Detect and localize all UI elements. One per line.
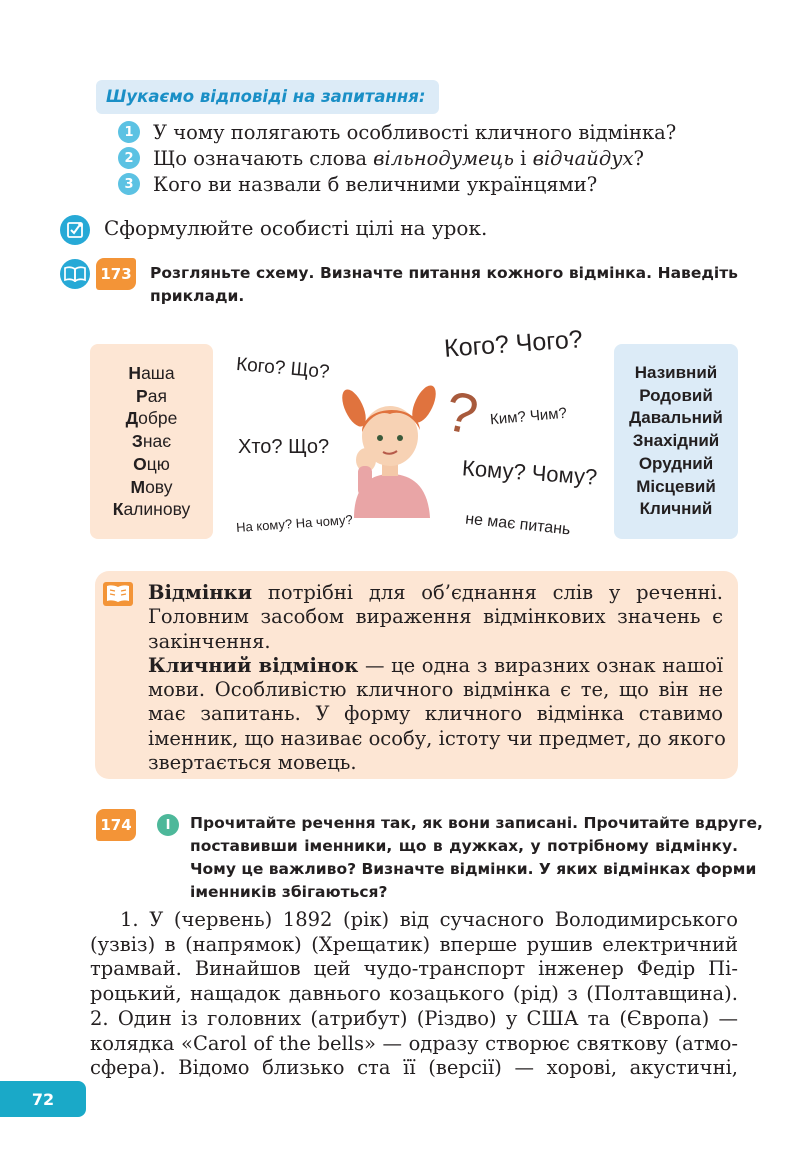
- task-173-line: приклади.: [150, 287, 245, 305]
- mnemonic-line: Знає: [131, 431, 172, 452]
- question-item: [118, 119, 758, 145]
- case-name: Знахідний: [632, 431, 720, 451]
- page-number: 72: [0, 1081, 86, 1117]
- exercise-line: трамвай. Винайшов цей чудо-транспорт інженер Федір Пі-: [90, 957, 738, 981]
- mnemonic-line: Оцю: [133, 453, 170, 474]
- case-name: Називний: [634, 363, 718, 382]
- mnemonic-line: Наша: [128, 363, 175, 383]
- rule-line: має запитань. У форму кличного відмінка ставимо: [148, 702, 723, 726]
- task-173-line: Розгляньте схему. Визначте питання кожного відмінка. Наведіть: [150, 264, 738, 282]
- question-text: Що означають слова вільнодумець і відчайдух?: [153, 146, 644, 170]
- task-number-173: 173: [96, 258, 136, 290]
- level-badge: І: [157, 814, 179, 836]
- exercise-line: сфера). Відомо близько ста її (версії) — хорові, акустичні,: [90, 1056, 738, 1080]
- cases-card: [614, 344, 738, 539]
- mnemonic-line: Рая: [136, 385, 167, 406]
- question-genitive: Кого? Чого?: [443, 325, 584, 363]
- rule-line: Головним засобом вираження відмінкових значень є: [148, 605, 723, 629]
- mnemonic-line: Добре: [125, 408, 178, 429]
- task-174-instructions: [190, 812, 763, 904]
- rule-line: закінчення.: [148, 629, 271, 653]
- question-accusative: Кого? Що?: [235, 353, 331, 384]
- task-number-174: 174: [96, 809, 136, 841]
- rule-book-icon: [102, 580, 134, 608]
- task-174-line: Чому це важливо? Визначте відмінки. У яких відмінках форми: [190, 860, 757, 878]
- rule-line: Відмінки потрібні для об’єднання слів у реченні.: [148, 581, 723, 604]
- exercise-line: 1. У (червень) 1892 (рік) від сучасного Володимирського: [120, 908, 738, 931]
- exercise-line: 2. Один із головних (атрибут) (Різдво) у США та (Європа) —: [90, 1006, 738, 1030]
- girl-illustration: [340, 378, 446, 518]
- question-number-badge: 1: [118, 121, 140, 143]
- exercise-line: роцький, нащадок давнього козацького (рід) з (Полтавщина).: [90, 982, 738, 1006]
- case-name: Родовий: [639, 385, 713, 405]
- rule-line: звертається мовець.: [148, 751, 357, 775]
- question-mark-decoration: ?: [439, 378, 484, 447]
- case-name: Давальний: [629, 408, 723, 428]
- mnemonic-line: Мову: [130, 476, 173, 497]
- exercise-text: [90, 908, 738, 1081]
- question-number-badge: 3: [118, 173, 140, 195]
- case-name: Кличний: [639, 499, 713, 519]
- case-name: Місцевий: [636, 476, 716, 496]
- case-name: Орудний: [638, 453, 714, 473]
- question-text: У чому полягають особливості кличного відмінка?: [153, 120, 677, 144]
- question-text: Кого ви назвали б величними українцями?: [153, 172, 598, 196]
- question-locative: На кому? На чому?: [235, 511, 354, 536]
- task-174-line: поставивши іменники, що в дужках, у потрібному відмінку.: [190, 837, 738, 855]
- task-174-line: іменників збігаються?: [190, 883, 388, 901]
- exercise-line: колядка «Carol of the bells» — одразу створює святкову (атмо-: [90, 1031, 738, 1055]
- question-vocative: не має питань: [464, 510, 572, 539]
- rule-line: мови. Особливістю кличного відмінка є те, що він не: [148, 678, 723, 702]
- task-173-instructions: [150, 262, 738, 308]
- mnemonic-card: [90, 344, 213, 539]
- book-icon: [60, 259, 90, 289]
- task-174-line: Прочитайте речення так, як вони записані. Прочитайте вдруге,: [190, 814, 763, 832]
- questions-title: Шукаємо відповіді на запитання:: [96, 80, 439, 114]
- question-item: [118, 171, 758, 197]
- question-nominative: Хто? Що?: [238, 436, 330, 458]
- question-dative: Кому? Чому?: [461, 455, 599, 490]
- rule-line: Кличний відмінок — це одна з виразних ознак нашої: [148, 653, 723, 677]
- question-item: [118, 145, 758, 171]
- question-number-badge: 2: [118, 147, 140, 169]
- exercise-line: (узвіз) в (напрямок) (Хрещатик) вперше рушив електричний: [90, 932, 738, 956]
- questions-list: [118, 119, 758, 197]
- mnemonic-line: Калинову: [112, 499, 191, 520]
- goal-icon: [60, 215, 90, 245]
- rule-text: [148, 581, 726, 775]
- rule-line: іменник, що називає особу, істоту чи предмет, до якого: [148, 726, 726, 750]
- goal-text: Сформулюйте особисті цілі на урок.: [104, 216, 488, 240]
- question-instrumental: Ким? Чим?: [489, 404, 568, 429]
